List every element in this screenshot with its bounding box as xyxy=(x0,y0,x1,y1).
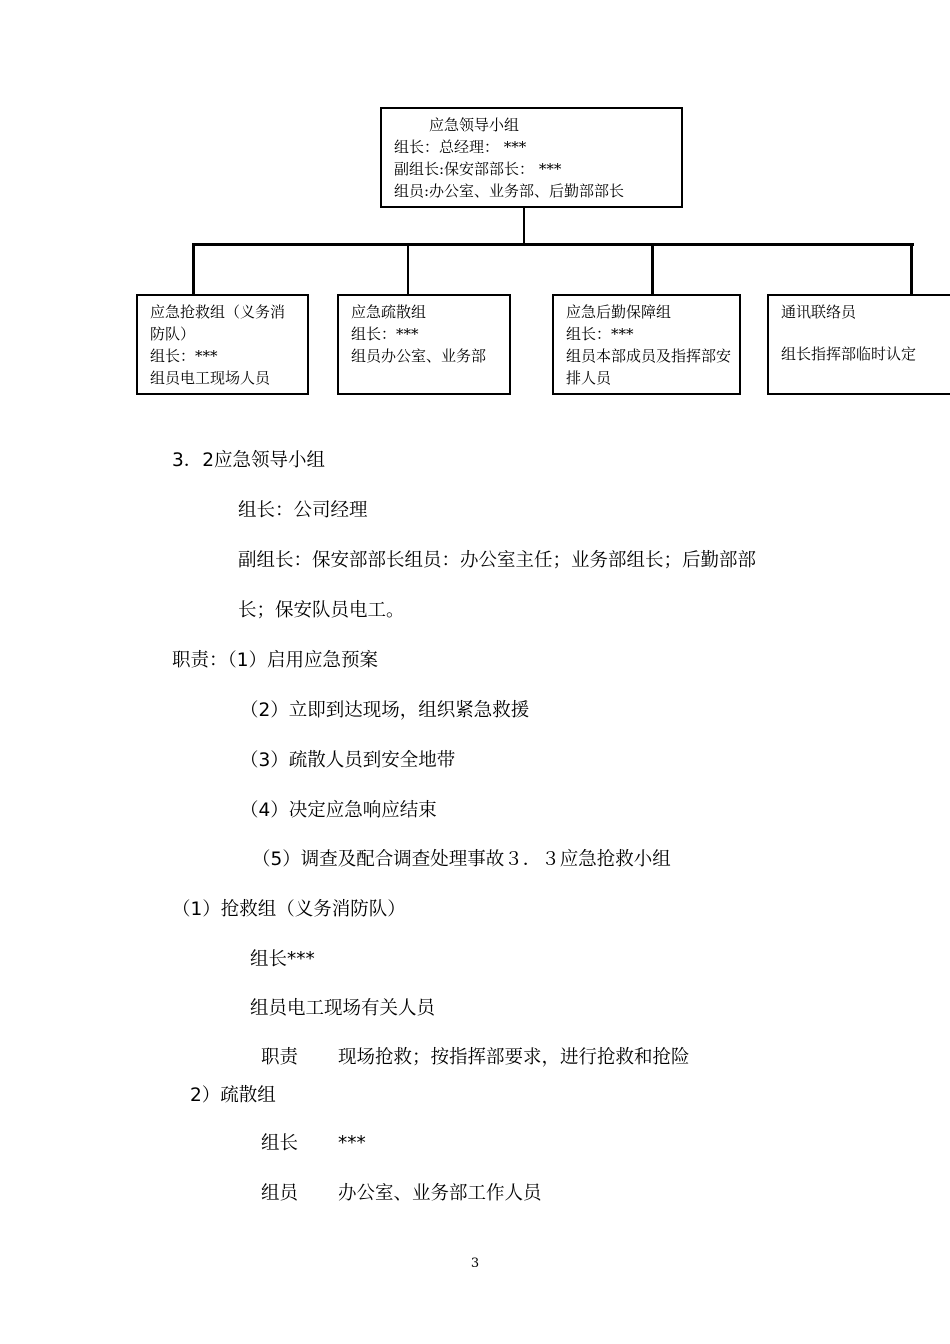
duty-item-5: （5）调查及配合调查处理事故３．３应急抢救小组 xyxy=(252,849,671,870)
leadership-members: 组员:办公室、业务部、后勤部部长 xyxy=(394,182,625,200)
connector-branch-rescue xyxy=(192,243,195,295)
rescue-group-members: 组员电工现场人员 xyxy=(150,369,271,387)
rescue-group-box xyxy=(136,294,309,395)
page-number: 3 xyxy=(470,1256,480,1271)
comms-liaison-note: 组长指挥部临时认定 xyxy=(781,345,917,363)
evacuation-group-leader: 组长：*** xyxy=(351,325,419,343)
rescue-members: 组员电工现场有关人员 xyxy=(250,998,436,1019)
leadership-group-box xyxy=(380,107,683,208)
leadership-title: 应急领导小组 xyxy=(429,116,520,134)
logistics-group-members: 组员本部成员及指挥部安排人员 xyxy=(566,347,732,387)
duty-item-4: （4）决定应急响应结束 xyxy=(240,800,437,821)
rescue-duty-text: 现场抢救；按指挥部要求，进行抢救和抢险 xyxy=(338,1047,690,1068)
duty-item-2: （2）立即到达现场，组织紧急救援 xyxy=(240,700,530,721)
evacuation-section-heading: 2）疏散组 xyxy=(190,1085,276,1106)
evacuation-group-title: 应急疏散组 xyxy=(351,303,427,321)
connector-branch-logistics xyxy=(651,243,654,295)
duty-item-3: （3）疏散人员到安全地带 xyxy=(240,750,456,771)
duty-item-1: 职责：（1）启用应急预案 xyxy=(172,650,379,671)
deputy-line-2: 长；保安队员电工。 xyxy=(238,600,405,621)
leadership-leader: 组长：总经理： *** xyxy=(394,138,527,156)
connector-branch-comms xyxy=(910,243,913,295)
connector-branch-evacuation xyxy=(407,243,409,295)
connector-horizontal xyxy=(192,243,914,246)
evacuation-group-members: 组员办公室、业务部 xyxy=(351,347,487,365)
logistics-group-leader: 组长：*** xyxy=(566,325,634,343)
evacuation-members-label: 组员 xyxy=(261,1183,299,1204)
section-heading-3-2: 3．2应急领导小组 xyxy=(172,450,326,471)
rescue-section-heading: （1）抢救组（义务消防队） xyxy=(172,899,406,920)
evacuation-members-value: 办公室、业务部工作人员 xyxy=(338,1183,542,1204)
logistics-group-box xyxy=(552,294,741,395)
comms-liaison-box xyxy=(767,294,950,395)
rescue-duty-label: 职责 xyxy=(261,1047,299,1068)
rescue-group-title: 应急抢救组（义务消防队） xyxy=(150,303,286,343)
deputy-line-1: 副组长：保安部部长组员：办公室主任；业务部组长；后勤部部 xyxy=(238,550,757,571)
rescue-group-leader: 组长：*** xyxy=(150,347,218,365)
evacuation-leader-value: *** xyxy=(338,1133,366,1154)
comms-liaison-title: 通讯联络员 xyxy=(781,303,857,321)
connector-vertical-top xyxy=(523,208,525,245)
evacuation-group-box xyxy=(337,294,511,395)
evacuation-leader-label: 组长 xyxy=(261,1133,299,1154)
leadership-deputy: 副组长:保安部部长： *** xyxy=(394,160,562,178)
logistics-group-title: 应急后勤保障组 xyxy=(566,303,672,321)
leader-line: 组长：公司经理 xyxy=(238,500,368,521)
rescue-leader: 组长*** xyxy=(250,949,315,970)
